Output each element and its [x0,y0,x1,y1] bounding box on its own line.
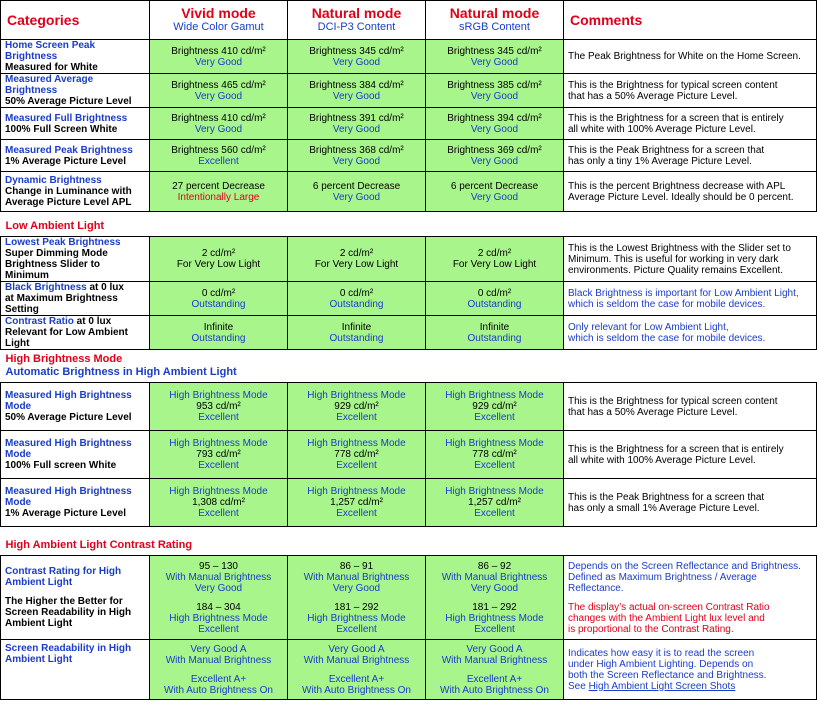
comment-line: This is the percent Brightness decrease with APL [568,180,786,192]
comment-line: Minimum. This is useful for working in very dark [568,253,779,265]
low-light-row [1,282,817,316]
value-cell [288,237,426,282]
screen-readability-row [1,640,817,700]
rating: Very Good [332,90,381,102]
value-cell [150,237,288,282]
rating: Very Good [194,56,243,68]
category-cell [1,640,150,700]
measured-value: 0 cd/m² [201,287,236,299]
measured-value: 27 percent Decrease [172,180,265,192]
comment-cell [564,479,817,527]
comment-line: This is the Peak Brightness for a screen that [568,491,765,503]
category-title: Measured Average Brightness [5,74,94,96]
comment-line: has only a small 1% Average Picture Level. [568,502,760,514]
value-cell [288,282,426,316]
measured-value: Brightness 345 cd/m² [447,45,542,57]
mode-subtitle: Wide Color Gamut [173,21,264,33]
value-cell [426,40,564,74]
value-cell [150,556,288,640]
rating: For Very Low Light [176,259,261,270]
contrast-range: 86 – 92 [477,560,512,572]
rating: Very Good [332,155,381,167]
spacer [292,594,421,602]
spacer [154,666,283,674]
rating: Outstanding [329,332,384,344]
value-cell [288,479,426,527]
value-cell [288,74,426,108]
comment-line: This is the Brightness for typical screen content [568,79,778,91]
section-high-brightness-mode [1,350,817,383]
comment-line: Indicates how easy it is to read the screen [568,647,755,659]
measured-value: 778 cd/m² [334,449,379,460]
measured-value: 778 cd/m² [472,449,517,460]
value-cell [288,172,426,212]
category-title: Screen Readability in High Ambient Light [5,643,132,665]
brightness-label: High Brightness Mode [169,612,268,624]
rating: Very Good [470,155,519,167]
rating: Very Good [194,582,243,594]
brightness-label: With Auto Brightness On [440,684,549,696]
comment-cell [564,140,817,172]
rating: Very Good [332,123,381,135]
comment-line [568,681,812,692]
comment-line: The display’s actual on-screen Contrast Ratio [568,601,770,613]
section-heading: High Ambient Light Contrast Rating [5,539,193,551]
category-title-rest: at 0 lux [73,316,112,327]
category-title [5,282,145,293]
value-cell [150,40,288,74]
readability-grade: Very Good A [190,643,247,655]
measured-value: 2 cd/m² [339,248,374,259]
rating: Excellent [336,460,377,471]
comment-line: all white with 100% Average Picture Level. [568,123,756,135]
spacer [5,588,145,596]
comment-line: under High Ambient Lighting. Depends on [568,658,754,670]
value-cell [426,282,564,316]
mode-subtitle: sRGB Content [459,21,530,33]
value-cell [288,556,426,640]
mode-label: High Brightness Mode [307,390,406,401]
value-cell [426,74,564,108]
comment-cell [564,108,817,140]
comment-cell [564,237,817,282]
rating: Excellent [474,412,515,423]
spacer [430,666,559,674]
comment-line: This is the Brightness for typical screen content [568,395,778,407]
comment-line: has only a tiny 1% Average Picture Level. [568,155,752,167]
mode-label: High Brightness Mode [169,390,268,401]
measured-value: Brightness 384 cd/m² [309,79,404,91]
category-title: Measured High Brightness Mode [5,438,132,460]
measured-value: 6 percent Decrease [312,180,401,192]
metric-row [1,172,817,212]
category-subtitle: 1% Average Picture Level [5,508,126,519]
comment-cell [564,172,817,212]
comment-line: Average Picture Level. Ideally should be 0 percent. [568,191,794,203]
measured-value: 2 cd/m² [477,248,512,259]
value-cell [150,172,288,212]
category-title: Dynamic Brightness [5,175,102,186]
category-cell [1,316,150,350]
comment-line: The Peak Brightness for White on the Home Screen. [568,51,801,62]
category-title: Contrast Rating for High Ambient Light [5,566,122,588]
measured-value: Brightness 391 cd/m² [309,112,404,124]
value-cell [426,108,564,140]
metric-row [1,40,817,74]
comment-cell [564,431,817,479]
category-cell [1,40,150,74]
readability-grade: Excellent A+ [190,673,247,685]
comment-line: This is the Brightness for a screen that is entirely [568,443,784,455]
readability-grade: Very Good A [328,643,385,655]
metric-row [1,108,817,140]
rating: Excellent [474,508,515,519]
category-subtitle: Change in Luminance with Average Picture Level APL [5,186,132,208]
measured-value: Infinite [203,321,234,333]
section-low-ambient-light [1,212,817,237]
value-cell [288,431,426,479]
measured-value: Infinite [479,321,510,333]
rating: Very Good [332,56,381,68]
section-high-ambient-contrast [1,527,817,556]
screen-shots-link[interactable]: High Ambient Light Screen Shots [588,680,736,692]
value-cell [150,282,288,316]
value-cell [288,140,426,172]
header-natural-dci-mode [288,1,426,40]
value-cell [426,172,564,212]
rating: Outstanding [329,298,384,310]
category-subtitle: 100% Full screen White [5,460,117,471]
category-cell [1,282,150,316]
category-cell [1,140,150,172]
category-cell [1,556,150,640]
rating: Excellent [198,412,239,423]
measured-value: 1,308 cd/m² [192,497,245,508]
comment-cell [564,556,817,640]
category-title: Lowest Peak Brightness [5,237,121,248]
contrast-range: 181 – 292 [334,601,379,613]
measured-value: Brightness 345 cd/m² [309,45,404,57]
low-light-row [1,316,817,350]
value-cell [150,140,288,172]
category-subtitle: 50% Average Picture Level [5,412,132,423]
spacer [430,594,559,602]
mode-title: Natural mode [311,5,402,21]
measured-value: 1,257 cd/m² [330,497,383,508]
comment-line: Depends on the Screen Reflectance and Brightness. [568,560,801,572]
rating: Very Good [194,90,243,102]
brightness-label: With Manual Brightness [303,571,410,583]
spacer [154,594,283,602]
readability-grade: Very Good A [466,643,523,655]
rating: Outstanding [467,332,522,344]
value-cell [150,640,288,700]
spacer [292,666,421,674]
rating: Outstanding [191,332,246,344]
comment-cell [564,640,817,700]
rating: Excellent [198,508,239,519]
category-cell [1,479,150,527]
rating: Very Good [470,191,519,203]
mode-title: Vivid mode [181,5,256,21]
category-cell [1,74,150,108]
contrast-range: 184 – 304 [196,601,241,613]
rating: Outstanding [467,298,522,310]
measured-value: 0 cd/m² [339,287,374,299]
mode-label: High Brightness Mode [169,438,268,449]
high-brightness-row [1,383,817,431]
section-title [1,350,817,383]
rating: Excellent [198,155,239,167]
brightness-label: With Manual Brightness [441,654,548,666]
rating: Very Good [470,56,519,68]
rating: Very Good [194,123,243,135]
brightness-label: High Brightness Mode [445,612,544,624]
mode-label: High Brightness Mode [445,438,544,449]
contrast-range: 95 – 130 [199,560,238,572]
brightness-label: With Manual Brightness [165,571,272,583]
measured-value: 929 cd/m² [334,401,379,412]
comment-line: environments. Picture Quality remains Excellent. [568,264,784,276]
header-vivid-mode [150,1,288,40]
comment-line: This is the Lowest Brightness with the Slider set to [568,242,791,254]
mode-label: High Brightness Mode [445,486,544,497]
metric-row [1,74,817,108]
section-subheading: Automatic Brightness in High Ambient Light [5,366,237,378]
category-title: Measured Full Brightness [5,112,128,124]
contrast-rating-row [1,556,817,640]
header-natural-srgb-mode [426,1,564,40]
comment-line: which is seldom the case for mobile devices. [568,332,766,344]
category-cell [1,108,150,140]
rating: Excellent [474,460,515,471]
mode-title: Natural mode [449,5,540,21]
measured-value: Brightness 465 cd/m² [171,79,266,91]
low-light-row [1,237,817,282]
mode-label: High Brightness Mode [307,438,406,449]
rating: Very Good [470,582,519,594]
comment-line: Defined as Maximum Brightness / Average Reflectance. [568,571,757,594]
mode-label: High Brightness Mode [169,486,268,497]
contrast-range: 181 – 292 [472,601,517,613]
measured-value: 6 percent Decrease [450,180,539,192]
value-cell [426,556,564,640]
category-cell [1,172,150,212]
value-cell [288,383,426,431]
measured-value: 2 cd/m² [201,248,236,259]
measured-value: Brightness 394 cd/m² [447,112,542,124]
category-subtitle: 50% Average Picture Level [5,96,132,107]
header-row [1,1,817,40]
measured-value: Brightness 560 cd/m² [171,144,266,156]
rating: Intentionally Large [177,191,260,203]
category-subtitle: 100% Full Screen White [5,123,118,135]
measured-value: 793 cd/m² [196,449,241,460]
rating: Excellent [336,623,377,635]
measured-value: Brightness 410 cd/m² [171,112,266,124]
comment-line: This is the Peak Brightness for a screen that [568,144,765,156]
rating: Outstanding [191,298,246,310]
value-cell [426,316,564,350]
rating: For Very Low Light [314,259,399,270]
brightness-label: With Manual Brightness [303,654,410,666]
measured-value: 929 cd/m² [472,401,517,412]
value-cell [150,316,288,350]
rating: Very Good [470,123,519,135]
value-cell [288,316,426,350]
value-cell [426,479,564,527]
spacer [568,594,812,602]
measured-value: 0 cd/m² [477,287,512,299]
comment-cell [564,316,817,350]
value-cell [426,140,564,172]
section-heading: Low Ambient Light [5,220,105,232]
comment-line: that has a 50% Average Picture Level. [568,406,738,418]
value-cell [426,640,564,700]
measured-value: Brightness 385 cd/m² [447,79,542,91]
comment-line: Black Brightness is important for Low Ambient Light, [568,287,799,299]
category-subtitle: Super Dimming Mode Brightness Slider to Minimum [5,248,108,281]
comment-line: both the Screen Reflectance and Brightness. [568,669,767,681]
category-subtitle: 1% Average Picture Level [5,155,126,167]
see-text: See [568,680,589,692]
rating: For Very Low Light [452,259,537,270]
rating: Very Good [470,90,519,102]
value-cell [150,74,288,108]
measured-value: Brightness 369 cd/m² [447,144,542,156]
measured-value: Brightness 368 cd/m² [309,144,404,156]
category-subtitle: at Maximum Brightness Setting [5,293,118,315]
readability-grade: Excellent A+ [328,673,385,685]
readability-grade: Excellent A+ [466,673,523,685]
comment-line: that has a 50% Average Picture Level. [568,90,738,102]
rating: Excellent [198,460,239,471]
measured-value: 953 cd/m² [196,401,241,412]
value-cell [426,431,564,479]
contrast-range: 86 – 91 [339,560,374,572]
brightness-label: With Manual Brightness [165,654,272,666]
rating: Very Good [332,191,381,203]
value-cell [426,383,564,431]
comment-line: changes with the Ambient Light lux level and [568,612,765,624]
value-cell [288,108,426,140]
high-brightness-row [1,431,817,479]
comment-line: is proportional to the Contrast Rating. [568,623,734,635]
section-title [1,527,817,556]
value-cell [150,108,288,140]
section-heading: High Brightness Mode [5,353,123,365]
category-title: Home Screen Peak Brightness [5,40,96,62]
rating: Excellent [198,623,239,635]
comment-line: This is the Brightness for a screen that is entirely [568,112,784,124]
rating: Excellent [336,508,377,519]
category-cell [1,383,150,431]
brightness-label: High Brightness Mode [307,612,406,624]
category-subtitle: Measured for White [5,62,98,73]
rating: Very Good [332,582,381,594]
comment-line: all white with 100% Average Picture Level. [568,454,756,466]
value-cell [150,479,288,527]
measured-value: Brightness 410 cd/m² [171,45,266,57]
mode-label: High Brightness Mode [307,486,406,497]
category-title-main: Contrast Ratio [5,316,74,327]
brightness-label: With Manual Brightness [441,571,548,583]
header-comments: Comments [564,1,817,40]
category-title: Measured High Brightness Mode [5,486,132,508]
value-cell [150,431,288,479]
brightness-label: With Auto Brightness On [164,684,273,696]
value-cell [288,40,426,74]
rating: Excellent [336,412,377,423]
comment-cell [564,40,817,74]
value-cell [426,237,564,282]
category-title-rest: at 0 lux [86,282,124,293]
category-subtitle: The Higher the Better for Screen Readability in High Ambient Light [5,596,132,629]
value-cell [288,640,426,700]
comment-line: Only relevant for Low Ambient Light, [568,321,729,333]
measured-value: 1,257 cd/m² [468,497,521,508]
category-title-main: Black Brightness [5,282,87,293]
mode-subtitle: DCI-P3 Content [317,21,396,33]
comment-cell [564,74,817,108]
category-title: Measured Peak Brightness [5,144,133,156]
category-title [5,316,145,327]
comment-cell [564,282,817,316]
rating: Excellent [474,623,515,635]
section-title [1,212,817,237]
category-title: Measured High Brightness Mode [5,390,132,412]
comment-cell [564,383,817,431]
mode-label: High Brightness Mode [445,390,544,401]
category-cell [1,431,150,479]
category-cell [1,237,150,282]
value-cell [150,383,288,431]
measured-value: Infinite [341,321,372,333]
brightness-label: With Auto Brightness On [302,684,411,696]
comment-line: which is seldom the case for mobile devices. [568,298,766,310]
high-brightness-row [1,479,817,527]
header-categories: Categories [1,1,150,40]
category-subtitle: Relevant for Low Ambient Light [5,327,128,349]
metric-row [1,140,817,172]
